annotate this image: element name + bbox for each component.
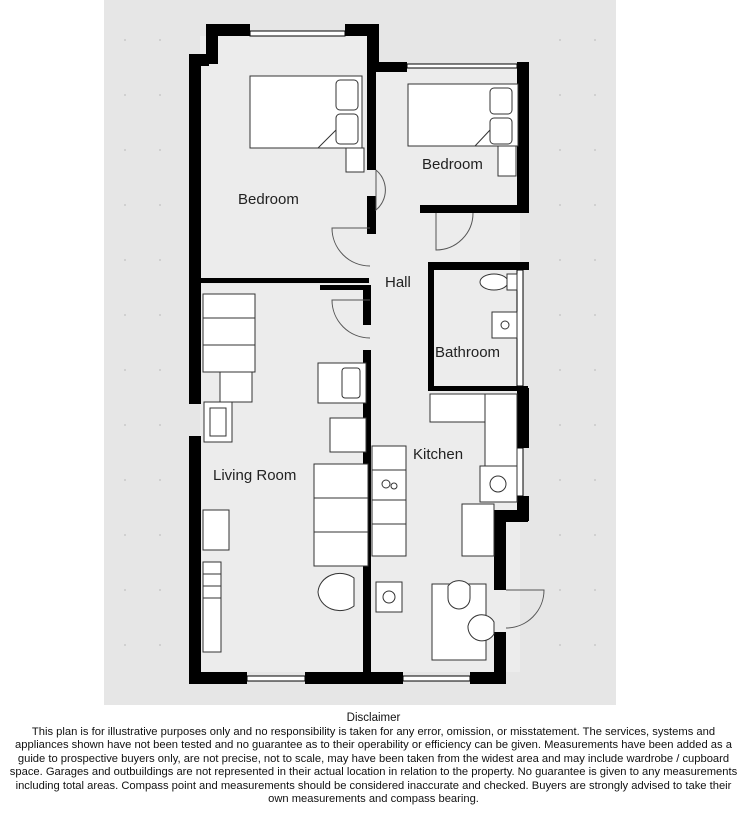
kitchen-label: Kitchen — [413, 446, 464, 463]
disclaimer — [0, 711, 747, 806]
disclaimer-title: Disclaimer — [346, 712, 401, 724]
disclaimer-body: This plan is for illustrative purposes only and no responsibility is taken for any error, omission, or misstatement. The services, systems and appliances shown have not been tested and no guarantee as to their operability or efficiency can be given. Measurements have been added as a guide to prospective buyers only, are not precise, not to scale, may have been taken from the widest area and may include wardrobe / cupboard space. Garages and outbuildings are not represented in their actual location in relation to the property. No guarantee is given to any measurements including total areas. Compass point and measurements should be considered inaccurate and checked. Buyers are strongly advised to take their own measurements and compass bearing. — [9, 726, 738, 806]
hall-label: Hall — [385, 274, 411, 291]
bedroom-second-label: Bedroom — [422, 156, 483, 173]
living-room-label: Living Room — [213, 467, 297, 484]
bedroom-main-label: Bedroom — [238, 191, 299, 208]
bathroom-label: Bathroom — [435, 344, 501, 361]
